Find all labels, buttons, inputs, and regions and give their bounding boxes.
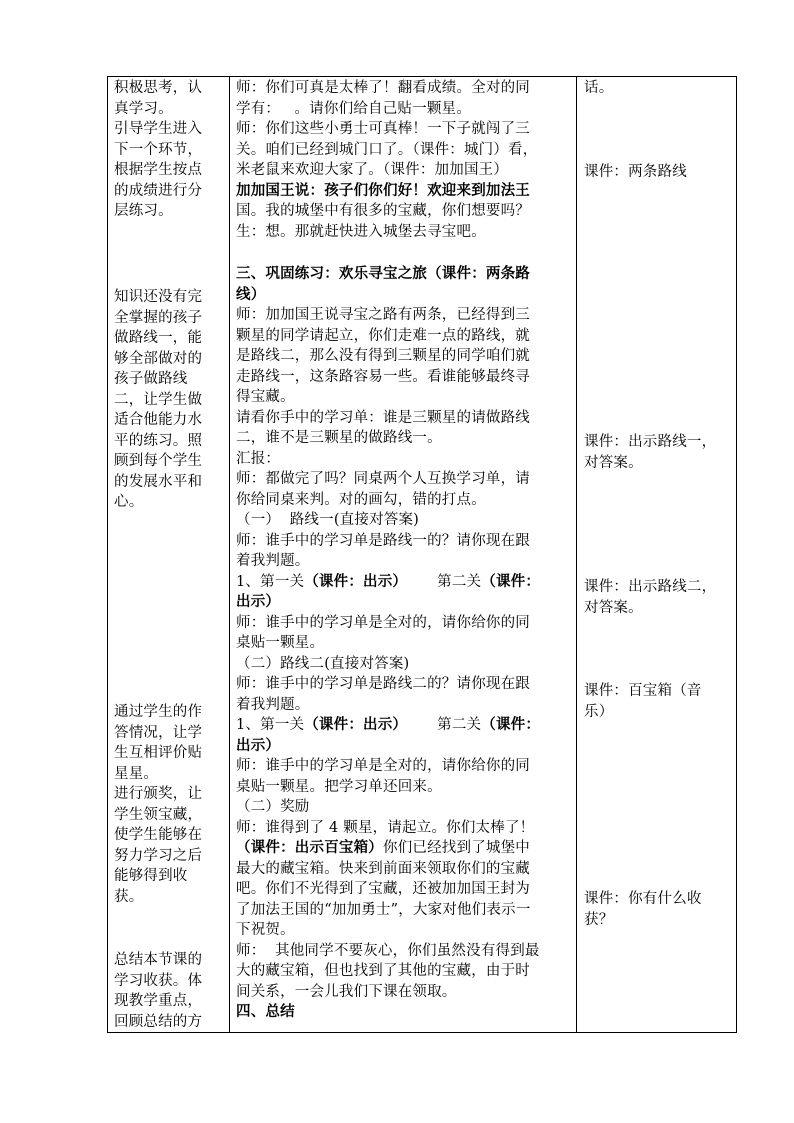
media-note-3: 课件：出示路线一， 对答案。 [584,434,717,471]
process-line: 大的藏宝箱，但也找到了其他的宝藏，由于时 [236,963,530,979]
process-line: 请看你手中的学习单：谁是三颗星的请做路线 [236,409,530,426]
award-courseware: （课件：出示百宝箱） [236,839,383,856]
process-line: 师：谁手中的学习单是全对的，请你给你的同 [236,758,530,774]
media-note-6: 课件：你有什么收 获？ [584,891,702,928]
process-line: 了加法王国的“加加勇士”，大家对他们表示一 [236,901,531,918]
process-line: （二）路线二(直接对答案) [236,655,410,672]
process-line: 下祝贺。 [236,922,295,938]
process-line: 最大的藏宝箱。快来到前面来领取你们的宝藏 [236,860,530,877]
process-line: （一） 路线一(直接对答案) [236,512,420,528]
process-line: 师：你们这些小勇士可真棒！一下子就闯了三 [236,121,530,137]
process-line: 学有： 。请你们给自己贴一颗星。 [236,100,471,117]
section-4-title: 四、总结 [236,1003,295,1020]
process-line: 师：都做完了吗？同桌两个人互换学习单，请 [236,471,530,487]
level-1-label: 1、第一关 [236,717,305,733]
level-2-courseware: （课件： [481,716,541,733]
process-line: 师：谁手中的学习单是全对的，请你给你的同 [236,614,530,631]
process-line: 是路线二，那么没有得到三颗星的同学咱们就 [236,348,530,364]
process-line: 师：谁手中的学习单是路线一的？请你现在跟 [236,532,530,549]
level-2-label: 第二关 [437,573,482,590]
intent-note-3: 通过学生的作 答情况，让学 生互相评价贴 星星。 进行颁奖，让 学生领宝藏， 使学生能够在 努力学习之后 能够得到收 获。 [114,704,203,905]
level-1-courseware: （课件：出示） [304,716,408,733]
award-text: 你们已经找到了城堡中 [383,840,530,856]
award-line [236,838,572,859]
route-2-levels [236,715,572,736]
process-line: 师：谁手中的学习单是路线二的？请你现在跟 [236,676,530,692]
process-line: 师：谁得到了 4 颗星，请起立。你们太棒了！ [236,819,535,836]
level-1-courseware: （课件：出示） [304,572,408,590]
process-line: 走路线一，这条路容易一些。看谁能够最终寻 [236,368,530,385]
process-line: 国。我的城堡中有很多的宝藏，你们想要吗？ [236,203,530,219]
intent-note-4: 总结本节课的 学习收获。体 现教学重点， 回顾总结的方 [114,952,203,1030]
media-note-1: 话。 [584,80,614,96]
level-1-label: 1、第一关 [236,573,305,590]
process-line: 米老鼠来欢迎大家了。（课件：加加国王） [236,162,509,178]
process-line: （二）奖励 [236,799,310,815]
process-line: 汇报： [236,450,281,467]
intro-dialogue [236,78,572,242]
process-line: 生：想。那就赶快进入城堡去寻宝吧。 [236,223,486,240]
process-line: 颗星的同学请起立，你们走难一点的路线，就 [236,327,530,344]
route-1-levels [236,572,572,593]
process-line: 你给同桌来判。对的画勾，错的打点。 [236,491,486,508]
process-line: 二，谁不是三颗星的做路线一。 [236,430,442,446]
process-line: 关。咱们已经到城门口了。（课件：城门）看， [236,141,538,158]
level-2-label: 第二关 [437,717,482,733]
process-line: 加加国王说：孩子们你们好！欢迎来到加法王 [236,181,530,199]
process-line: 得宝藏。 [236,389,295,405]
lesson-plan-table [107,76,737,1033]
media-notes-column [576,77,736,1032]
process-line: 着我判题。 [236,696,310,713]
process-line: 着我判题。 [236,553,310,569]
level-2-courseware-cont: 出示） [236,593,281,610]
teaching-intent-column [108,77,230,1032]
process-line: 师：加加国王说寻宝之路有两条，已经得到三 [236,307,530,323]
section-3 [236,264,572,1023]
intent-note-2: 知识还没有完 全掌握的孩子 做路线一，能 够全部做对的 孩子做路线 二，让学生做 适合他能力水 平的练习。照 顾到每个学生 的发展水平和 心。 [114,289,203,510]
intent-note-1: 积极思考，认 真学习。 引导学生进入 下一个环节， 根据学生按点 的成绩进行分 层练习。 [114,80,203,219]
level-2-courseware: （课件： [481,572,541,590]
process-line: 桌贴一颗星。把学习单还回来。 [236,778,442,795]
media-note-5: 课件：百宝箱（音 乐） [584,683,702,720]
process-line: 桌贴一颗星。 [236,635,325,651]
teaching-process-column [229,77,577,1032]
section-3-title-cont: 线） [236,285,266,303]
media-note-2: 课件：两条路线 [584,164,687,180]
level-2-courseware-cont: 出示） [236,736,281,754]
media-note-4: 课件：出示路线二， 对答案。 [584,579,717,616]
process-line: 吧。你们不光得到了宝藏，还被加加国王封为 [236,881,530,897]
process-line: 间关系，一会儿我们下课在领取。 [236,983,457,1000]
process-line: 师：你们可真是太棒了！翻看成绩。全对的同 [236,80,530,96]
section-3-title: 三、巩固练习：欢乐寻宝之旅（课件：两条路 [236,265,530,282]
process-line: 师： 其他同学不要灰心，你们虽然没有得到最 [236,942,540,959]
